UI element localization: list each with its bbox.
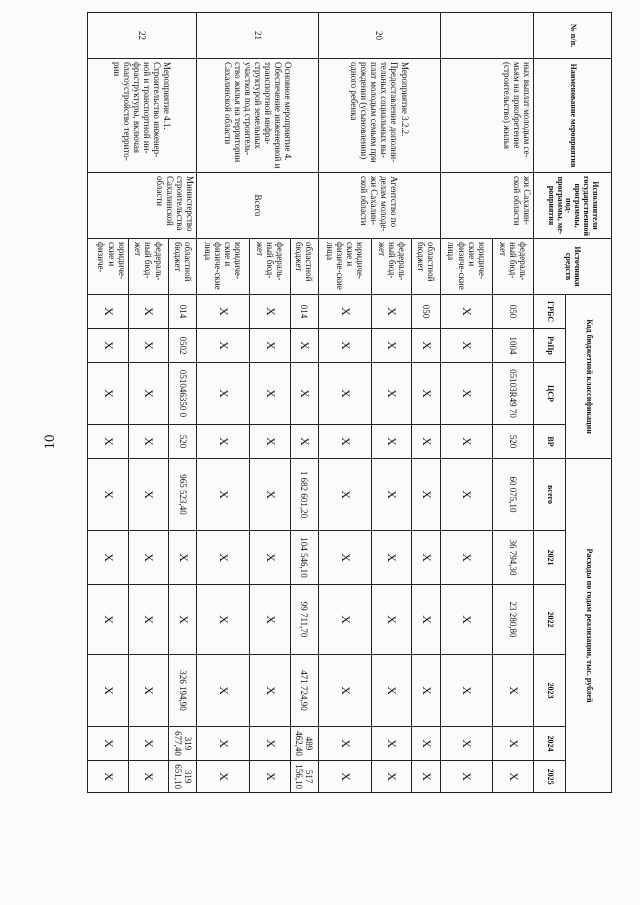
funding-source: федераль-ный бюд-жет [371,239,412,295]
y2021-cell: X [319,531,372,585]
header-name: Наименование мероприятия [534,59,612,173]
funding-source: областной бюджет [169,239,197,295]
y2024-cell: X [250,727,291,761]
y2025-cell: X [319,761,372,793]
y2023-cell: X [88,655,129,727]
rzpr-cell: X [128,329,169,363]
y2025-cell: X [250,761,291,793]
csr-cell: X [319,363,372,425]
y2024-cell: X [493,727,534,761]
y2024-cell: X [412,727,440,761]
row-number: 21 [197,13,319,59]
y2021-cell: X [169,531,197,585]
csr-cell: X [371,363,412,425]
rzpr-cell: X [440,329,493,363]
header-grbs: ГРБС [534,295,566,329]
activity-name: ных выплат молодым се-мьям на приобретение (строительство) жилья [440,59,533,173]
y2024-cell: X [371,727,412,761]
total-cell: X [319,459,372,531]
executor: Министерство строительства Сахалинской области [88,173,197,239]
header-rzpr: РзПр [534,329,566,363]
csr-cell: X [440,363,493,425]
vr-cell: X [412,425,440,459]
y2023-cell: X [128,655,169,727]
y2022-cell: X [169,585,197,655]
executor: Агентство по делам молоде-жи Сахалин-ской области [319,173,441,239]
csr-cell: X [290,363,318,425]
y2022-cell: X [371,585,412,655]
total-cell: 965 523,40 [169,459,197,531]
executor: Всего [197,173,319,239]
y2022-cell: 99 711,70 [290,585,318,655]
funding-source: юридиче-ские и физиче-ские лица [319,239,372,295]
budget-table-container [87,12,612,792]
total-cell: X [440,459,493,531]
budget-table [87,12,612,793]
y2022-cell: X [440,585,493,655]
y2023-cell: 326 194,90 [169,655,197,727]
y2024-cell: 319 677,40 [169,727,197,761]
page-number: 10 [42,434,58,450]
y2025-cell: 319 651,10 [169,761,197,793]
rzpr-cell: 1004 [493,329,534,363]
csr-cell: X [412,363,440,425]
header-num: № п/п. [534,13,612,59]
y2023-cell: X [250,655,291,727]
y2023-cell: X [412,655,440,727]
vr-cell: X [88,425,129,459]
header-2022: 2022 [534,585,566,655]
rzpr-cell: X [290,329,318,363]
y2022-cell: X [88,585,129,655]
y2021-cell: X [371,531,412,585]
grbs-cell: X [440,295,493,329]
header-2025: 2025 [534,761,566,793]
y2021-cell: 36 794,30 [493,531,534,585]
header-vr: ВР [534,425,566,459]
y2023-cell: X [197,655,250,727]
rzpr-cell: X [319,329,372,363]
table-row [169,13,197,793]
funding-source: федераль-ный бюд-жет [250,239,291,295]
vr-cell: X [319,425,372,459]
y2021-cell: X [88,531,129,585]
rzpr-cell: X [197,329,250,363]
header-2023: 2023 [534,655,566,727]
y2025-cell: X [412,761,440,793]
y2025-cell: 517 156,10 [290,761,318,793]
y2021-cell: 104 546,10 [290,531,318,585]
grbs-cell: 050 [493,295,534,329]
funding-source: федераль-ный бюд-жет [128,239,169,295]
activity-name: Основное мероприятие 4. Обеспечение инженерной и транспортной инфра-структурой земельных участков под строитель-ство жилья на территории Сахалинской области [197,59,319,173]
y2022-cell: X [412,585,440,655]
grbs-cell: 014 [290,295,318,329]
funding-source: областной бюджет [412,239,440,295]
csr-cell: X [250,363,291,425]
y2025-cell: X [493,761,534,793]
y2024-cell: X [88,727,129,761]
funding-source: юридиче-ские и физиче-ские лица [197,239,250,295]
total-cell: 1 682 601,20 [290,459,318,531]
csr-cell: X [197,363,250,425]
row-number: 22 [88,13,197,59]
grbs-cell: X [88,295,129,329]
grbs-cell: 050 [412,295,440,329]
header-source: Источники средств [534,239,612,295]
y2023-cell: 471 724,90 [290,655,318,727]
total-cell: X [250,459,291,531]
total-cell: X [412,459,440,531]
vr-cell: X [290,425,318,459]
y2024-cell: X [128,727,169,761]
header-total: всего [534,459,566,531]
total-cell: X [371,459,412,531]
y2025-cell: X [440,761,493,793]
total-cell: 60 075,10 [493,459,534,531]
activity-name: Мероприятие 3.2.2. Предоставление дополни-тельных социальных вы-плат молодым семьям при рождении (усыновлении) одного ребенка [319,59,441,173]
funding-source: областной бюджет [290,239,318,295]
y2022-cell: X [319,585,372,655]
grbs-cell: X [371,295,412,329]
row-number [440,13,533,59]
grbs-cell: X [250,295,291,329]
vr-cell: X [128,425,169,459]
grbs-cell: X [197,295,250,329]
row-number: 20 [319,13,441,59]
y2024-cell: X [319,727,372,761]
y2022-cell: X [250,585,291,655]
vr-cell: X [250,425,291,459]
total-cell: X [197,459,250,531]
table-row [412,13,440,793]
y2025-cell: X [371,761,412,793]
y2024-cell: X [197,727,250,761]
y2022-cell: X [128,585,169,655]
grbs-cell: X [128,295,169,329]
csr-cell: 05103R49 70 [493,363,534,425]
header-2021: 2021 [534,531,566,585]
grbs-cell: X [319,295,372,329]
executor: жи Сахалин-ской области [440,173,533,239]
rzpr-cell: X [371,329,412,363]
total-cell: X [128,459,169,531]
vr-cell: 520 [169,425,197,459]
y2025-cell: X [88,761,129,793]
y2022-cell: 23 280,80 [493,585,534,655]
table-row [493,13,534,793]
y2023-cell: X [493,655,534,727]
header-executor: Исполнители государственной программы, под-программы, ме-роприятия [534,173,612,239]
csr-cell: 051046350 0 [169,363,197,425]
header-csr: ЦСР [534,363,566,425]
vr-cell: X [371,425,412,459]
y2025-cell: X [128,761,169,793]
y2023-cell: X [440,655,493,727]
rzpr-cell: 0502 [169,329,197,363]
table-row [290,13,318,793]
funding-source: юридиче-ские и физиче- [88,239,129,295]
y2021-cell: X [197,531,250,585]
y2021-cell: X [128,531,169,585]
header-expenses: Расходы по годам реализации, тыс. рублей [566,459,612,793]
y2022-cell: X [197,585,250,655]
grbs-cell: 014 [169,295,197,329]
y2021-cell: X [440,531,493,585]
y2023-cell: X [319,655,372,727]
total-cell: X [88,459,129,531]
funding-source: федераль-ный бюд-жет [493,239,534,295]
y2021-cell: X [250,531,291,585]
vr-cell: X [440,425,493,459]
header-code: Код бюджетной классификации [566,295,612,459]
csr-cell: X [128,363,169,425]
y2021-cell: X [412,531,440,585]
header-2024: 2024 [534,727,566,761]
rzpr-cell: X [250,329,291,363]
rzpr-cell: X [412,329,440,363]
y2023-cell: X [371,655,412,727]
vr-cell: 520 [493,425,534,459]
y2024-cell: 489 462,40 [290,727,318,761]
csr-cell: X [88,363,129,425]
activity-name: Мероприятие 4.1. Строительство инженер-ной и транспортной ин-фраструктуры, включая благоустройство террито-рии [88,59,197,173]
y2025-cell: X [197,761,250,793]
funding-source: юридиче-ские и физиче-ские лица [440,239,493,295]
vr-cell: X [197,425,250,459]
y2024-cell: X [440,727,493,761]
rzpr-cell: X [88,329,129,363]
